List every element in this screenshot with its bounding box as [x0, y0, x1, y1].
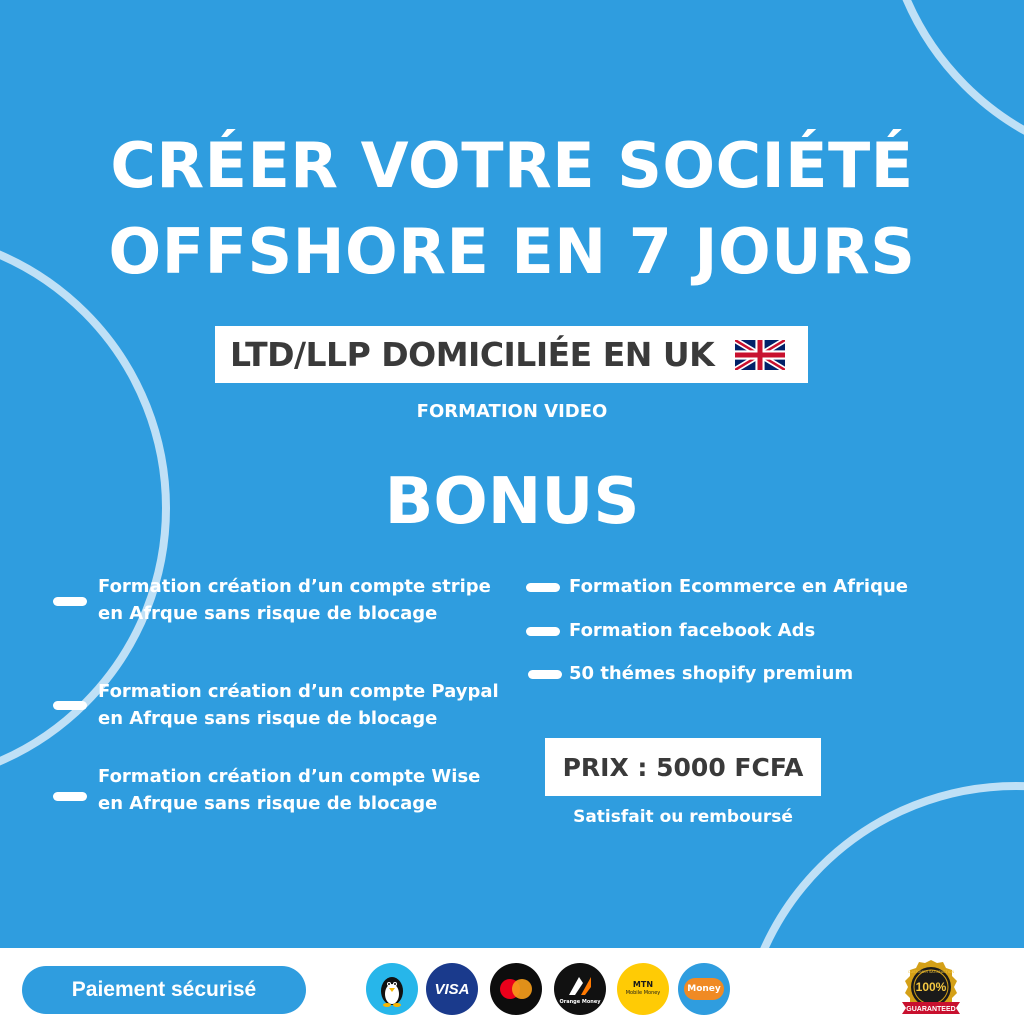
- moov-mark: [684, 978, 724, 1000]
- bullet-dash: [53, 792, 87, 801]
- bonus-item-shopify-themes: [569, 660, 853, 687]
- mtn-sub-label: Mobile Money: [625, 990, 661, 996]
- badge-percent: 100%: [915, 980, 947, 994]
- orange-money-label: Orange Money: [559, 999, 601, 1005]
- bullet-dash: [53, 701, 87, 710]
- bonus-item-facebook-ads: [569, 617, 815, 644]
- bonus-item-line: Formation création d’un compte Wise: [98, 766, 481, 787]
- company-type-label: LTD/LLP DOMICILIÉE EN UK: [230, 335, 715, 374]
- formation-video-label: FORMATION VIDEO: [416, 401, 608, 422]
- mtn-mobile-money-icon: [617, 963, 669, 1015]
- badge-ribbon-text: GUARANTEED: [906, 1006, 956, 1013]
- bonus-item-line: Formation facebook Ads: [569, 620, 816, 641]
- secure-payment-button[interactable]: Paiement sécurisé: [22, 966, 306, 1014]
- bullet-dash: [53, 597, 87, 606]
- mtn-mark: [626, 981, 661, 997]
- bonus-item-line: en Afrque sans risque de blocage: [98, 708, 438, 729]
- bonus-item-paypal: [98, 678, 499, 732]
- bonus-item-line: Formation création d’un compte Paypal: [98, 681, 499, 702]
- bullet-dash: [526, 627, 560, 636]
- badge-ring-text: CUSTOMER SATISFACTION: [908, 970, 954, 974]
- price-label: PRIX : 5000 FCFA: [562, 752, 804, 782]
- bonus-item-wise: [98, 763, 480, 817]
- bonus-item-line: en Afrque sans risque de blocage: [98, 793, 438, 814]
- moov-money-icon: [678, 963, 730, 1015]
- price-box: [545, 738, 821, 796]
- mtn-label: MTN: [632, 980, 654, 989]
- bonus-heading: BONUS: [384, 465, 640, 539]
- bullet-dash: [528, 670, 562, 679]
- moov-label: Money: [687, 984, 721, 994]
- bullet-dash: [526, 583, 560, 592]
- visa-icon: [426, 963, 478, 1015]
- uk-flag-icon: [735, 340, 785, 370]
- orange-money-icon: [554, 963, 606, 1015]
- bonus-item-line: Formation création d’un compte stripe: [98, 576, 491, 597]
- visa-label: VISA: [434, 980, 470, 998]
- money-back-note: Satisfait ou remboursé: [573, 807, 793, 827]
- headline-line-1: CRÉER VOTRE SOCIÉTÉ: [110, 129, 914, 202]
- satisfaction-guaranteed-badge: [898, 958, 964, 1020]
- bonus-item-line: 50 thémes shopify premium: [569, 663, 854, 684]
- bonus-item-line: Formation Ecommerce en Afrique: [569, 576, 909, 597]
- mastercard-icon: [490, 963, 542, 1015]
- headline-line-2: OFFSHORE EN 7 JOURS: [108, 215, 916, 288]
- bonus-item-line: en Afrque sans risque de blocage: [98, 603, 438, 624]
- orange-money-mark: [560, 973, 601, 1005]
- company-type-box: [215, 326, 808, 383]
- bonus-item-stripe: [98, 573, 491, 627]
- penguin-icon: [366, 963, 418, 1015]
- bonus-item-ecommerce: [569, 573, 908, 600]
